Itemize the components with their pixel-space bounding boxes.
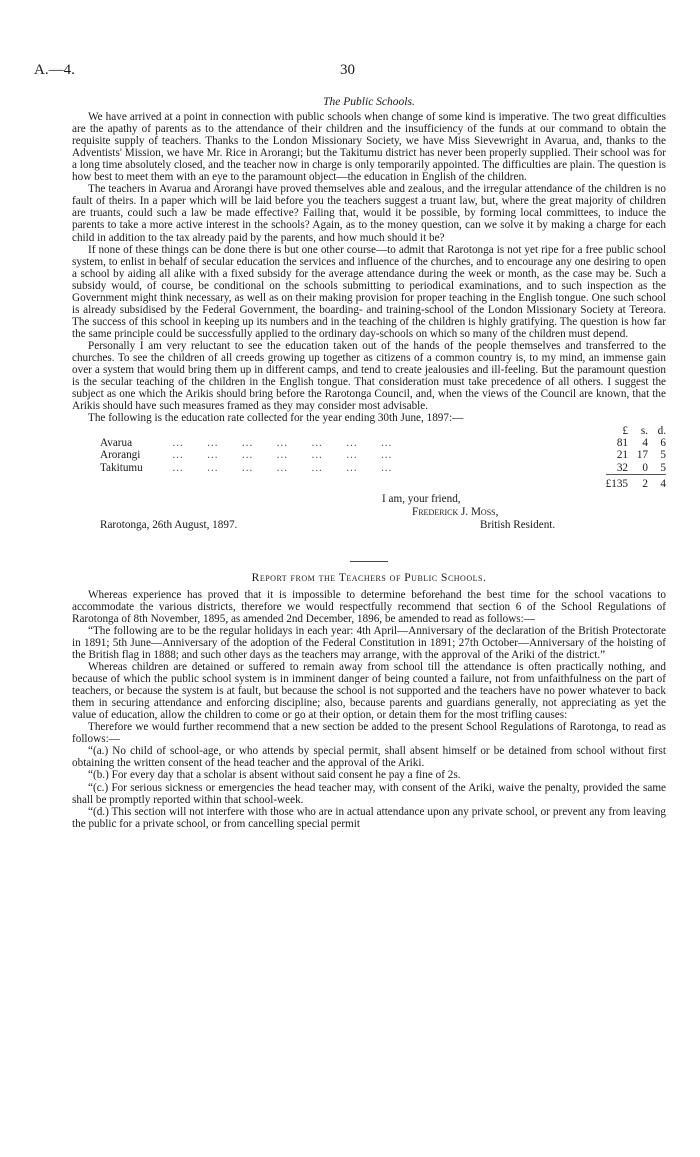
pounds-value: 21 xyxy=(616,449,628,462)
regulation-clause-c: “(c.) For serious sickness or emergencies the head teacher may, with consent of the Ariki, waive the penalty, provided the same shall be promptly reported within that school-week. xyxy=(72,781,666,806)
rate-table-header-row xyxy=(72,425,666,437)
signatory-title: British Resident. xyxy=(480,518,556,531)
pounds-value: 81 xyxy=(616,437,628,450)
district-name: Avarua xyxy=(100,437,133,450)
regulation-clause-a: “(a.) No child of school-age, or who attends by special permit, shall absent himself or be detained from school without first obtaining the written consent of the head teacher and the approval of the Ariki. xyxy=(72,745,666,770)
rate-total-row xyxy=(72,474,666,490)
pence-value: 6 xyxy=(660,437,666,450)
district-name: Takitumu xyxy=(100,461,143,474)
page-body xyxy=(72,96,666,830)
pounds-header: £ xyxy=(622,425,628,438)
regulation-clause-d: “(d.) This section will not interfere with those who are in actual attendance upon any private school, or prevent any from leaving the public for a private school, or from cancelling special permit xyxy=(72,805,666,830)
signatory-name: Frederick J. Moss, xyxy=(412,505,499,518)
district-name: Arorangi xyxy=(100,449,141,462)
regulation-clause-b: “(b.) For every day that a scholar is absent without said consent he pay a fine of 2s. xyxy=(88,769,461,782)
education-rate-intro: The following is the education rate collected for the year ending 30th June, 1897:— xyxy=(88,412,464,425)
total-pence: 4 xyxy=(660,477,666,490)
paragraph: We have arrived at a point in connection with public schools when change of some kind is imperative. The two great difficulties are the apathy of parents as to the attendance of their children and the insufficiency of the funds at our command to obtain the requisite supply of teachers. Thanks to the London Missionary Society, we have Miss Sievewright in Avarua, and, thanks to the Adventists' Mission, we have Mr. Rice in Arorangi; but the Takitumu district has never been properly supplied. Their school was for a long time absolutely closed, and the teacher now in charge is only temporarily appointed. The difficulties are plain. The question is how best to meet them with an eye to the paramount object—the education in English of the children. xyxy=(72,111,666,184)
pence-value: 5 xyxy=(648,462,666,475)
shillings-header: s. xyxy=(640,425,648,438)
signoff: I am, your friend, xyxy=(382,492,461,505)
paragraph: Whereas experience has proved that it is impossible to determine beforehand the best time for the school vacations to accommodate the various districts, therefore we would respectfully recommend that section 6 of the School Regulations of Rarotonga of 8th November, 1895, as amended 2nd December, 1896, be amended to read as follows:— xyxy=(72,588,666,625)
table-row: Avarua … … … … … … … 81 4 6 xyxy=(72,437,666,449)
total-pounds: £135 xyxy=(605,477,628,490)
pence-header: d. xyxy=(657,425,666,438)
section-title-teachers-report: Report from the Teachers of Public Schools. xyxy=(251,571,487,584)
parliamentary-paper-reference: A.—4. xyxy=(34,62,75,78)
total-shillings: 2 xyxy=(642,477,648,490)
shillings-value: 4 xyxy=(642,437,648,450)
table-row: Arorangi … … … … … … … 21 17 5 xyxy=(72,449,666,461)
pence-value: 5 xyxy=(660,449,666,462)
section-title-public-schools: The Public Schools. xyxy=(323,96,415,108)
education-rate-table xyxy=(72,425,666,489)
signature-block xyxy=(72,493,666,555)
paragraph: The teachers in Avarua and Arorangi have proved themselves able and zealous, and the irregular attendance of the children is no fault of theirs. In a paper which will be laid before you the teachers suggest a truant law, but, where the great majority of children are truants, could such a law be made effective? Failing that, would it be possible, by forming local committees, to induce the parents to take a more active interest in the schools? Again, as to the money question, can we solve it by making a charge for each child in addition to the tax already paid by the parents, and how much should it be? xyxy=(72,183,666,244)
paragraph: Whereas children are detained or suffered to remain away from school till the attendance is often practically nothing, and because of which the public school system is in imminent danger of being counted a failure, not from unfaithfulness on the part of teachers, or because the system is at fault, but because the school is not supported and the teachers have no power whatever to back them in securing attendance and enforcing discipline; also, because parents and guardians generally, not appreciating as yet the value of education, allow the children to come or go at their option, or detain them for the most trifling causes: xyxy=(72,661,666,722)
pounds-value: 32 xyxy=(606,462,628,475)
paragraph: Personally I am very reluctant to see the education taken out of the hands of the people themselves and transferred to the churches. To see the children of all creeds growing up together as citizens of a common country is, to my mind, an immense gain over a system that would bring them up in different camps, and tend to create jealousies and ill-feeling. But the paramount question is the secular teaching of the children in the English tongue. That consideration must take precedence of all others. I suggest the subject as one which the Arikis should bring before the Rarotonga Council, and, when the views of the Council are known, that the Arikis should have such measures framed as they may consider most advisable. xyxy=(72,339,666,413)
section-divider xyxy=(350,561,388,562)
table-row: Takitumu … … … … … … … 32 0 5 xyxy=(72,462,666,475)
quoted-regulation: “The following are to be the regular holidays in each year: 4th April—Anniversary of the declaration of the British Protectorate in 1891; 5th June—Anniversary of the adoption of the Federal Constitution in 1891; 27th October—Anniversary of the hoisting of the British flag in 1888; and such other days as the teachers may arrange, with the approval of the Ariki of the district.” xyxy=(72,624,666,662)
shillings-value: 0 xyxy=(628,462,648,475)
paragraph: Therefore we would further recommend that a new section be added to the present School Regulations of Rarotonga, to read as follows:— xyxy=(72,721,666,746)
shillings-value: 17 xyxy=(636,449,648,462)
page-number: 30 xyxy=(340,62,355,78)
place-and-date: Rarotonga, 26th August, 1897. xyxy=(100,518,238,531)
page-header xyxy=(34,62,666,82)
paragraph: If none of these things can be done there is but one other course—to admit that Rarotonga is not yet ripe for a free public school system, to enlist in behalf of secular education the services and influence of the churches, and to encourage any one desiring to open a school by aiding all alike with a fixed subsidy for the average attendance during the week or month, as the case may be. Such a subsidy would, of course, be conditional on the schools submitting to periodical examinations, and to such inspection as the Government might think necessary, as well as on their making provision for proper teaching in the English tongue. One such school is already subsidised by the Federal Government, the boarding- and training-school of the London Missionary Society at Tereora. The success of this school in keeping up its numbers and in the teaching of the children is highly gratifying. The question is how far the same principle could be successfully applied to the ordinary day-schools on which so many of the children must depend. xyxy=(72,243,666,340)
